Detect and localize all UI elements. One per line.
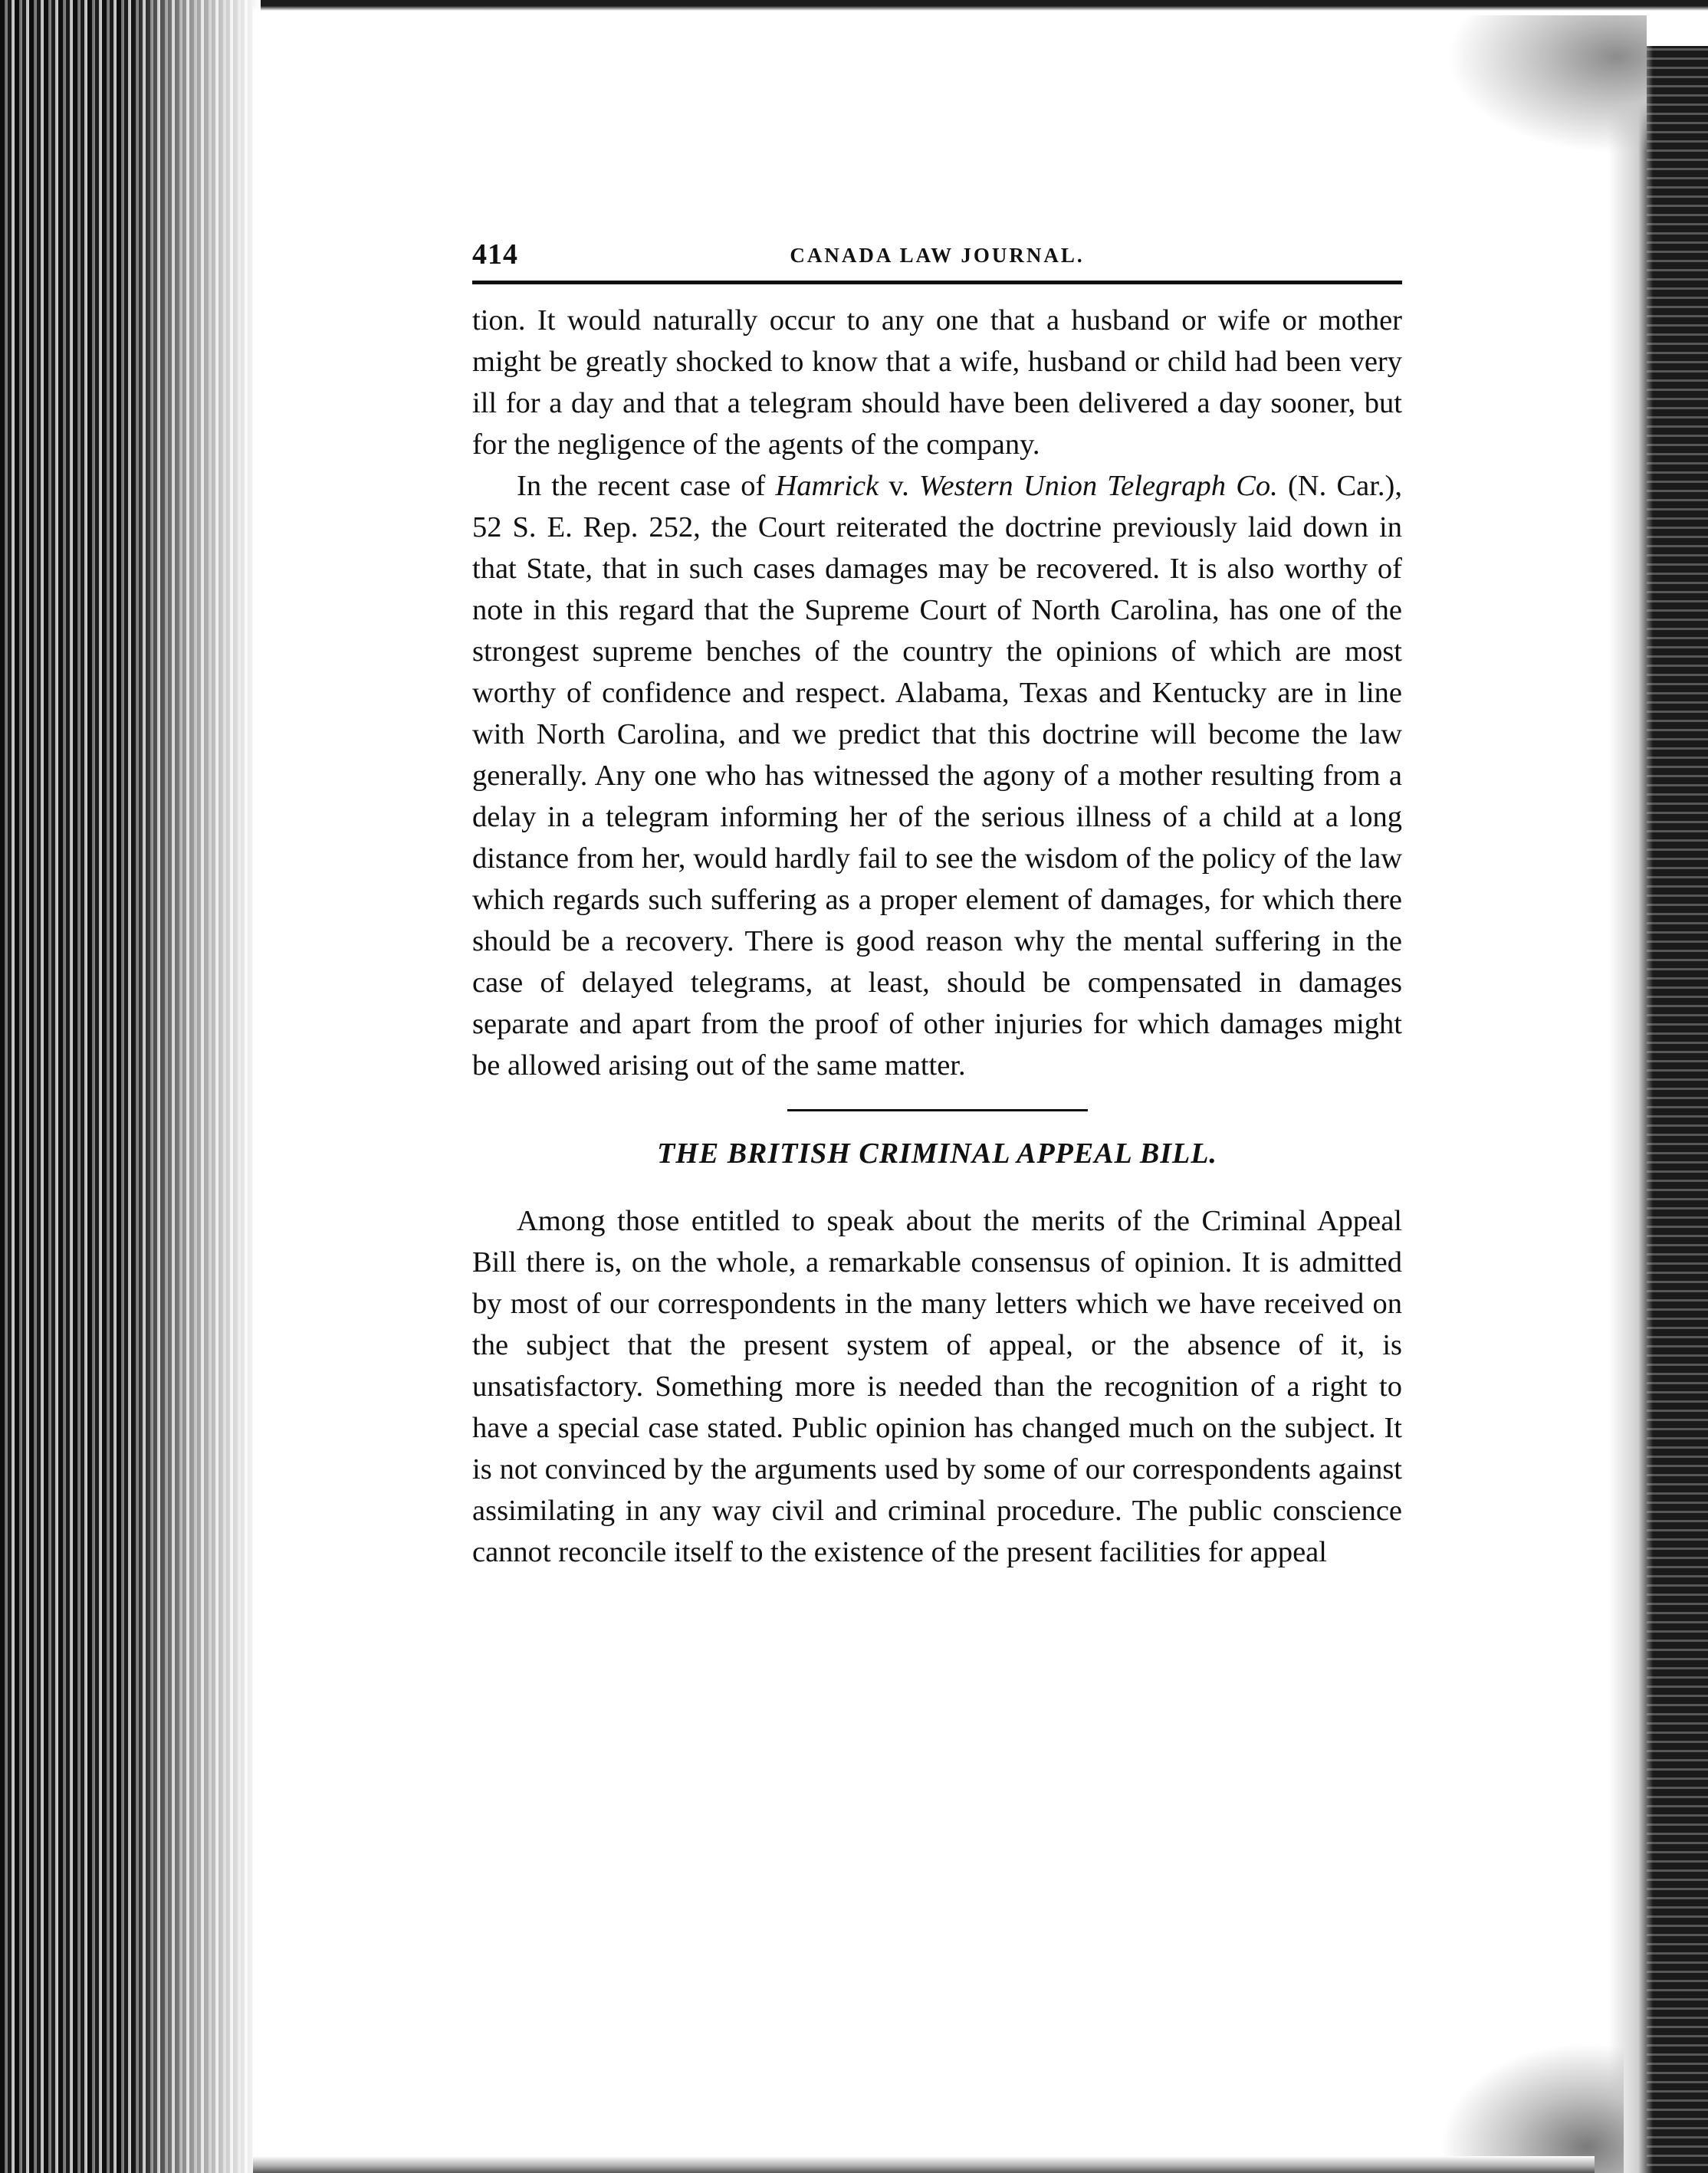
running-head <box>472 230 1402 276</box>
case-party: Western Union Telegraph Co. <box>919 470 1278 502</box>
section-paragraph: Among those entitled to speak about the merits of the Criminal Appeal Bill there is, on the whole, a remarkable consensus of opinion. It is admitted by most of our correspondents in the many letters which we have received on the subject that the present system of appeal, or the absence of it, is unsatisfactory. Something more is needed than the recognition of a right to have a special case stated. Public opinion has changed much on the subject. It is not convinced by the arguments used by some of our correspondents against assimilating in any way civil and criminal procedure. The public conscience cannot reconcile itself to the existence of the present facilities for appeal <box>472 1205 1402 1568</box>
case-body-text: (N. Car.), 52 S. E. Rep. 252, the Court reiterated the doctrine previously laid down in that State, that in such cases damages may be recovered. It is also worthy of note in this regard that the Supreme Court of North Carolina, has one of the strongest supreme benches of the country the opinions of which are most worthy of confidence and respect. Alabama, Texas and Kentucky are in line with North Carolina, and we predict that this doctrine will become the law generally. Any one who has witnessed the agony of a mother resulting from a delay in a telegram informing her of the serious illness of a child at a long distance from her, would hardly fail to see the wisdom of the policy of the law which regards such suffering as a proper element of damages, for which there should be a recovery. There is good reason why the mental suffering in the case of delayed telegrams, at least, should be compensated in damages separate and apart from the proof of other injuries for which damages might be allowed arising out of the same matter. <box>472 470 1402 1082</box>
section-heading: THE BRITISH CRIMINAL APPEAL BILL. <box>657 1137 1217 1170</box>
journal-page <box>472 230 1402 1573</box>
case-paragraph <box>472 465 1402 1086</box>
section-divider <box>787 1109 1088 1111</box>
scan-right-edge-grain <box>1647 46 1708 2173</box>
case-lead-text: In the recent case of <box>517 470 776 502</box>
header-rule <box>472 281 1402 284</box>
page-number: 414 <box>472 238 518 271</box>
scan-bottom-edge <box>253 2156 1595 2173</box>
scan-binding-fade <box>130 0 261 2173</box>
case-name: Hamrick <box>775 470 879 502</box>
case-versus: v. <box>879 470 919 502</box>
continuation-paragraph: tion. It would naturally occur to any one that a husband or wife or mother might be greatly shocked to know that a wife, husband or child had been very ill for a day and that a telegram should have been delivered a day sooner, but for the negligence of the agents of the company. <box>472 304 1402 461</box>
journal-title: CANADA LAW JOURNAL. <box>790 244 1085 267</box>
scan-corner-shadow-bottom <box>1440 2043 1624 2173</box>
scan-corner-shadow-top <box>1447 15 1647 153</box>
